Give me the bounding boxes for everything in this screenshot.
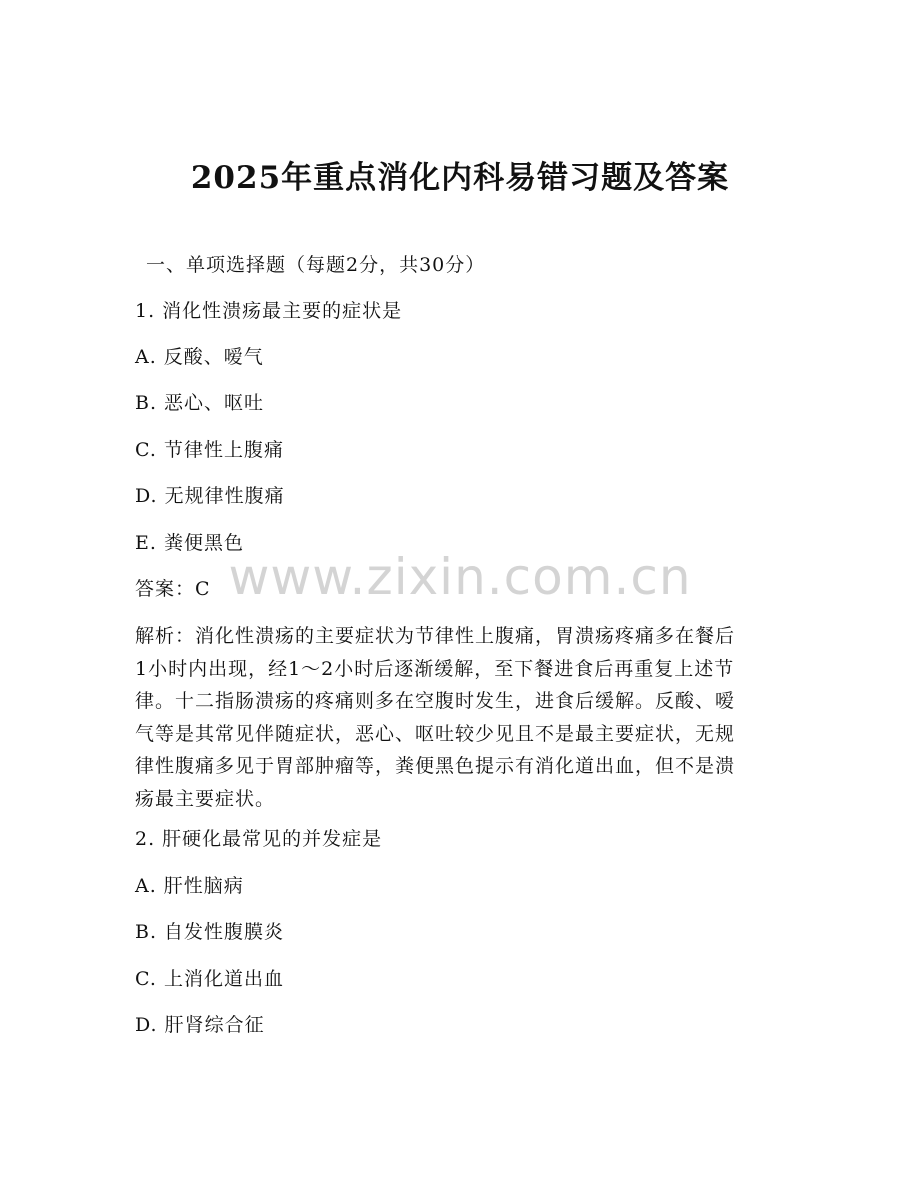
explanation-line: 1小时内出现，经1～2小时后逐渐缓解，至下餐进食后再重复上述节 — [135, 657, 735, 680]
explanation-line: 律性腹痛多见于胃部肿瘤等，粪便黑色提示有消化道出血，但不是溃 — [135, 755, 736, 777]
question-1-option-a: A. 反酸、嗳气 — [135, 346, 264, 368]
section-heading: 一、单项选择题（每题2分，共30分） — [146, 254, 486, 276]
question-1-option-e: E. 粪便黑色 — [135, 532, 244, 554]
explanation-line: 疡最主要症状。 — [135, 787, 276, 810]
question-1-option-d: D. 无规律性腹痛 — [135, 485, 285, 507]
question-1-option-c: C. 节律性上腹痛 — [135, 439, 284, 461]
question-1-answer: 答案：C — [135, 578, 211, 600]
document-title: 2025年重点消化内科易错习题及答案 — [190, 160, 730, 196]
question-2-stem: 2. 肝硬化最常见的并发症是 — [135, 828, 383, 850]
question-1-option-b: B. 恶心、呕吐 — [135, 392, 265, 414]
question-1-stem: 1. 消化性溃疡最主要的症状是 — [135, 300, 403, 322]
question-2-option-a: A. 肝性脑病 — [135, 875, 244, 897]
explanation-line: 气等是其常见伴随症状，恶心、呕吐较少见且不是最主要症状，无规 — [135, 722, 736, 745]
question-2-option-c: C. 上消化道出血 — [135, 968, 284, 990]
question-2-option-b: B. 自发性腹膜炎 — [135, 921, 285, 943]
explanation-line: 律。十二指肠溃疡的疼痛则多在空腹时发生，进食后缓解。反酸、嗳 — [135, 690, 736, 712]
explanation-line: 解析：消化性溃疡的主要症状为节律性上腹痛，胃溃疡疼痛多在餐后 — [135, 625, 736, 647]
question-2-option-d: D. 肝肾综合征 — [135, 1014, 265, 1036]
watermark: www.zixin.com.cn — [228, 548, 692, 606]
question-1-explanation — [135, 620, 780, 815]
